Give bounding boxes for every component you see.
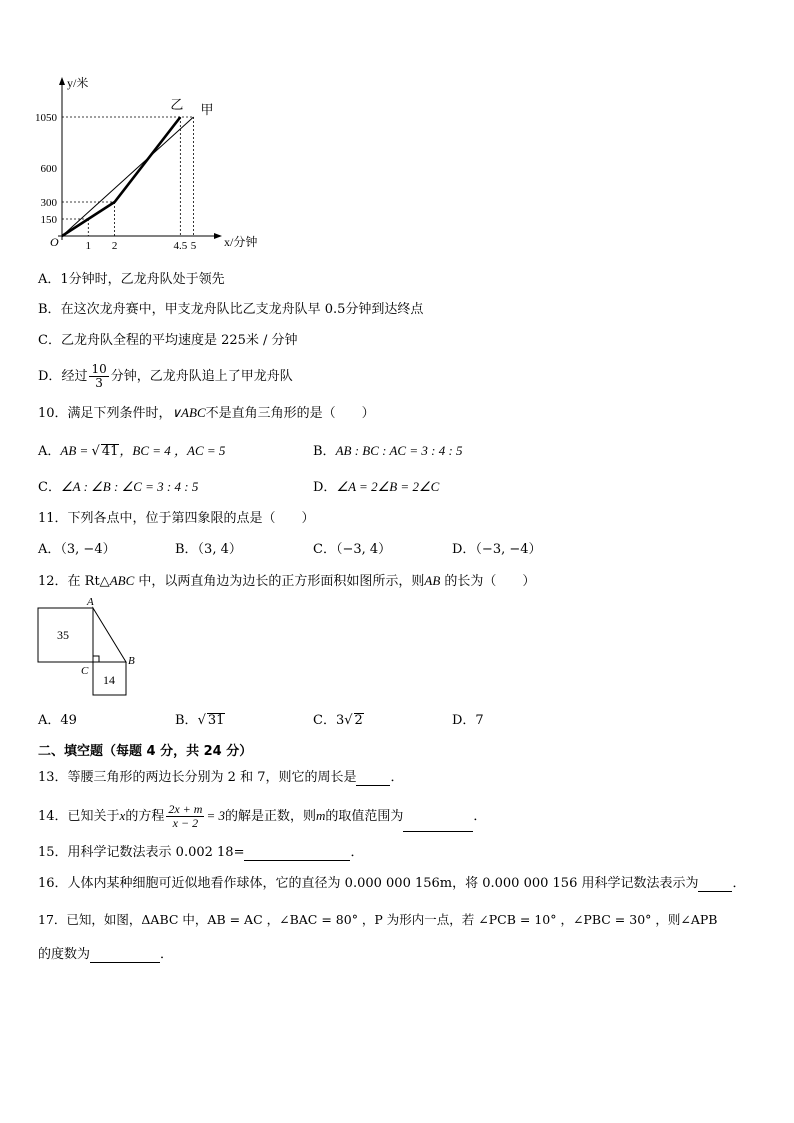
series-label: 乙 bbox=[170, 97, 184, 113]
answer-blank bbox=[698, 878, 732, 892]
series-line bbox=[62, 117, 180, 236]
y-tick-label: 150 bbox=[40, 214, 57, 227]
series-label: 甲 bbox=[200, 102, 214, 118]
y-tick-label: 1050 bbox=[35, 112, 57, 125]
answer-blank bbox=[244, 847, 350, 861]
fraction: $\frac{2x + m}{x - 2}$ bbox=[168, 802, 203, 830]
right-triangle bbox=[93, 608, 126, 662]
q9-option-b: B．在这次龙舟赛中，甲支龙舟队比乙支龙舟队早 0.5分钟到达终点 bbox=[38, 302, 424, 317]
y-tick-label: 600 bbox=[40, 163, 57, 176]
q15: 15．用科学记数法表示 0.002 18= ． bbox=[38, 845, 364, 860]
origin-label: O bbox=[50, 235, 59, 249]
x-tick-label: 1 bbox=[85, 240, 92, 252]
q13: 13．等腰三角形的两边长分别为 2 和 7，则它的周长是 ． bbox=[38, 770, 404, 785]
answer-blank bbox=[356, 772, 390, 786]
q10-option-a: A．AB = √ 41，BC = 4 ，AC = 5 bbox=[38, 443, 226, 459]
y-axis-arrow bbox=[59, 77, 65, 85]
x-tick-label: 5 bbox=[190, 240, 197, 252]
section-heading: 二、填空题（每题 4 分，共 24 分） bbox=[38, 744, 253, 759]
q9-option-d: D．经过 $\frac{10}{3}$ 分钟，乙龙舟队追上了甲龙舟队 bbox=[38, 362, 293, 390]
q11-option-d: D．（−3, −4） bbox=[452, 542, 542, 557]
label-a: A bbox=[87, 596, 94, 608]
q14: 14．已知关于x的方程 $\frac{2x + m}{x - 2}$ = 3的解是正数，则m的取值范围为 ． bbox=[38, 802, 487, 830]
q11-stem: 11．下列各点中，位于第四象限的点是（ ） bbox=[38, 511, 315, 526]
y-axis-label: y/米 bbox=[67, 76, 89, 90]
q11-option-b: B．（3, 4） bbox=[175, 542, 242, 557]
q11-option-c: C．（−3, 4） bbox=[313, 542, 392, 557]
series-line bbox=[62, 117, 194, 236]
q17-line-2: 的度数为 ． bbox=[38, 947, 174, 962]
big-square-area: 35 bbox=[57, 628, 69, 642]
q10-stem: 10．满足下列条件时，∨ABC不是直角三角形的是（ ） bbox=[38, 405, 375, 421]
q12-option-b: B．√ 31 bbox=[175, 713, 225, 728]
q12-squares-figure bbox=[36, 594, 146, 698]
q17-line-1: 17．已知，如图，ΔABC 中，AB = AC ，∠BAC = 80° ，P 为形内一点，若 ∠PCB = 10° ，∠PBC = 30° ，则∠APB bbox=[38, 912, 718, 927]
q9-option-c: C．乙龙舟队全程的平均速度是 225米 / 分钟 bbox=[38, 333, 298, 348]
right-angle-mark bbox=[93, 656, 99, 662]
answer-blank bbox=[403, 818, 473, 832]
q12-stem: 12．在 Rt△ABC 中，以两直角边为边长的正方形面积如图所示，则AB 的长为（ ） bbox=[38, 573, 536, 589]
q12-option-c: C．3√ 2 bbox=[313, 713, 363, 728]
label-c: C bbox=[81, 665, 89, 677]
y-tick-label: 300 bbox=[40, 197, 57, 210]
answer-blank bbox=[90, 949, 160, 963]
fraction: $\frac{10}{3}$ bbox=[91, 362, 107, 390]
x-axis-label: x/分钟 bbox=[224, 235, 258, 249]
x-tick-label: 2 bbox=[111, 240, 118, 252]
q12-option-a: A．49 bbox=[38, 713, 77, 728]
x-axis-arrow bbox=[214, 233, 222, 239]
q10-option-c: C．∠A : ∠B : ∠C = 3 : 4 : 5 bbox=[38, 479, 199, 495]
x-tick-label: 4.5 bbox=[173, 240, 188, 252]
q11-option-a: A．（3, −4） bbox=[38, 542, 116, 557]
q9-option-a: A．1分钟时，乙龙舟队处于领先 bbox=[38, 272, 225, 287]
q10-option-b: B．AB : BC : AC = 3 : 4 : 5 bbox=[313, 443, 463, 459]
q12-option-d: D．7 bbox=[452, 713, 484, 728]
q16: 16．人体内某种细胞可近似地看作球体，它的直径为 0.000 000 156m，将 0.000 000 156 用科学记数法表示为 ． bbox=[38, 876, 746, 891]
q10-option-d: D．∠A = 2∠B = 2∠C bbox=[313, 479, 440, 495]
q9-distance-time-chart bbox=[30, 72, 270, 252]
label-b: B bbox=[128, 655, 135, 667]
small-square-area: 14 bbox=[103, 673, 115, 687]
